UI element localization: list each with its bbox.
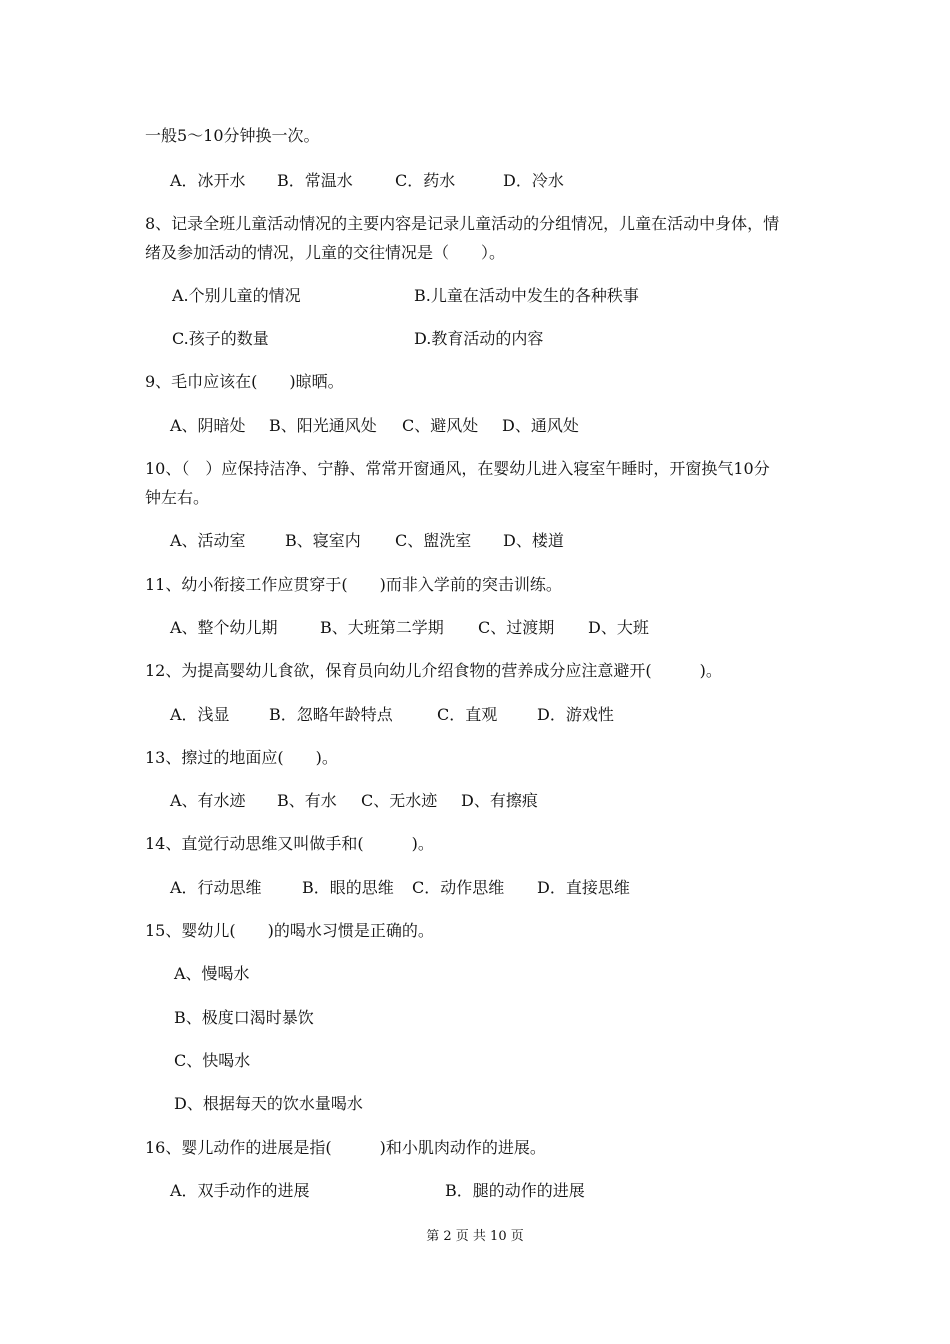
- q7-option-a: A．冰开水: [170, 171, 246, 190]
- q12-option-b: B．忽略年龄特点: [269, 705, 393, 724]
- q14-option-c: C．动作思维: [412, 878, 505, 897]
- q9-option-d: D、通风处: [502, 416, 579, 435]
- q10-option-b: B、寝室内: [285, 531, 361, 550]
- q14-option-b: B．眼的思维: [302, 878, 394, 897]
- q10-option-a: A、活动室: [170, 531, 246, 550]
- q8-stem-line1: 8、记录全班儿童活动情况的主要内容是记录儿童活动的分组情况，儿童在活动中身体，情: [145, 214, 780, 233]
- q9-option-c: C、避风处: [402, 416, 479, 435]
- q15-option-c: C、快喝水: [174, 1051, 251, 1070]
- page-footer: 第 2 页 共 10 页: [426, 1229, 524, 1244]
- q11-option-d: D、大班: [588, 618, 649, 637]
- q8-option-d: D.教育活动的内容: [414, 329, 544, 348]
- q16-option-b: B．腿的动作的进展: [445, 1181, 585, 1200]
- q11-option-b: B、大班第二学期: [320, 618, 444, 637]
- q10-option-d: D、楼道: [503, 531, 564, 550]
- q16-stem: 16、婴儿动作的进展是指( )和小肌肉动作的进展。: [145, 1138, 546, 1157]
- q15-stem: 15、婴幼儿( )的喝水习惯是正确的。: [145, 921, 434, 940]
- q12-stem: 12、为提高婴幼儿食欲，保育员向幼儿介绍食物的营养成分应注意避开( )。: [145, 661, 722, 680]
- q9-option-b: B、阳光通风处: [269, 416, 377, 435]
- q14-option-a: A．行动思维: [170, 878, 262, 897]
- q13-option-c: C、无水迹: [361, 791, 438, 810]
- q11-stem: 11、幼小衔接工作应贯穿于( )而非入学前的突击训练。: [145, 575, 562, 594]
- q10-stem-line2: 钟左右。: [145, 488, 210, 507]
- q13-option-a: A、有水迹: [170, 791, 246, 810]
- q13-stem: 13、擦过的地面应( )。: [145, 748, 338, 767]
- q11-option-a: A、整个幼儿期: [170, 618, 278, 637]
- q10-option-c: C、盥洗室: [395, 531, 472, 550]
- q15-option-b: B、极度口渴时暴饮: [174, 1008, 314, 1027]
- q8-option-c: C.孩子的数量: [172, 329, 269, 348]
- q15-option-a: A、慢喝水: [174, 964, 250, 983]
- q16-option-a: A．双手动作的进展: [170, 1181, 310, 1200]
- q14-stem: 14、直觉行动思维又叫做手和( )。: [145, 834, 434, 853]
- q14-option-d: D．直接思维: [537, 878, 630, 897]
- q13-option-d: D、有擦痕: [461, 791, 538, 810]
- q10-stem-line1: 10、（ ）应保持洁净、宁静、常常开窗通风，在婴幼儿进入寝室午睡时，开窗换气10分: [145, 459, 770, 478]
- q12-option-c: C．直观: [437, 705, 498, 724]
- q12-option-d: D．游戏性: [537, 705, 614, 724]
- q9-option-a: A、阴暗处: [170, 416, 246, 435]
- q7-option-b: B．常温水: [277, 171, 353, 190]
- q8-option-a: A.个别儿童的情况: [172, 286, 301, 305]
- q8-option-b: B.儿童在活动中发生的各种秩事: [414, 286, 639, 305]
- continuation-line: 一般5～10分钟换一次。: [145, 126, 320, 145]
- q13-option-b: B、有水: [277, 791, 337, 810]
- q15-option-d: D、根据每天的饮水量喝水: [174, 1094, 363, 1113]
- q9-stem: 9、毛巾应该在( )晾晒。: [145, 372, 344, 391]
- q8-stem-line2: 绪及参加活动的情况，儿童的交往情况是（ ）。: [145, 243, 506, 262]
- q7-option-d: D．冷水: [503, 171, 564, 190]
- q7-option-c: C．药水: [395, 171, 456, 190]
- q11-option-c: C、过渡期: [478, 618, 555, 637]
- q12-option-a: A．浅显: [170, 705, 230, 724]
